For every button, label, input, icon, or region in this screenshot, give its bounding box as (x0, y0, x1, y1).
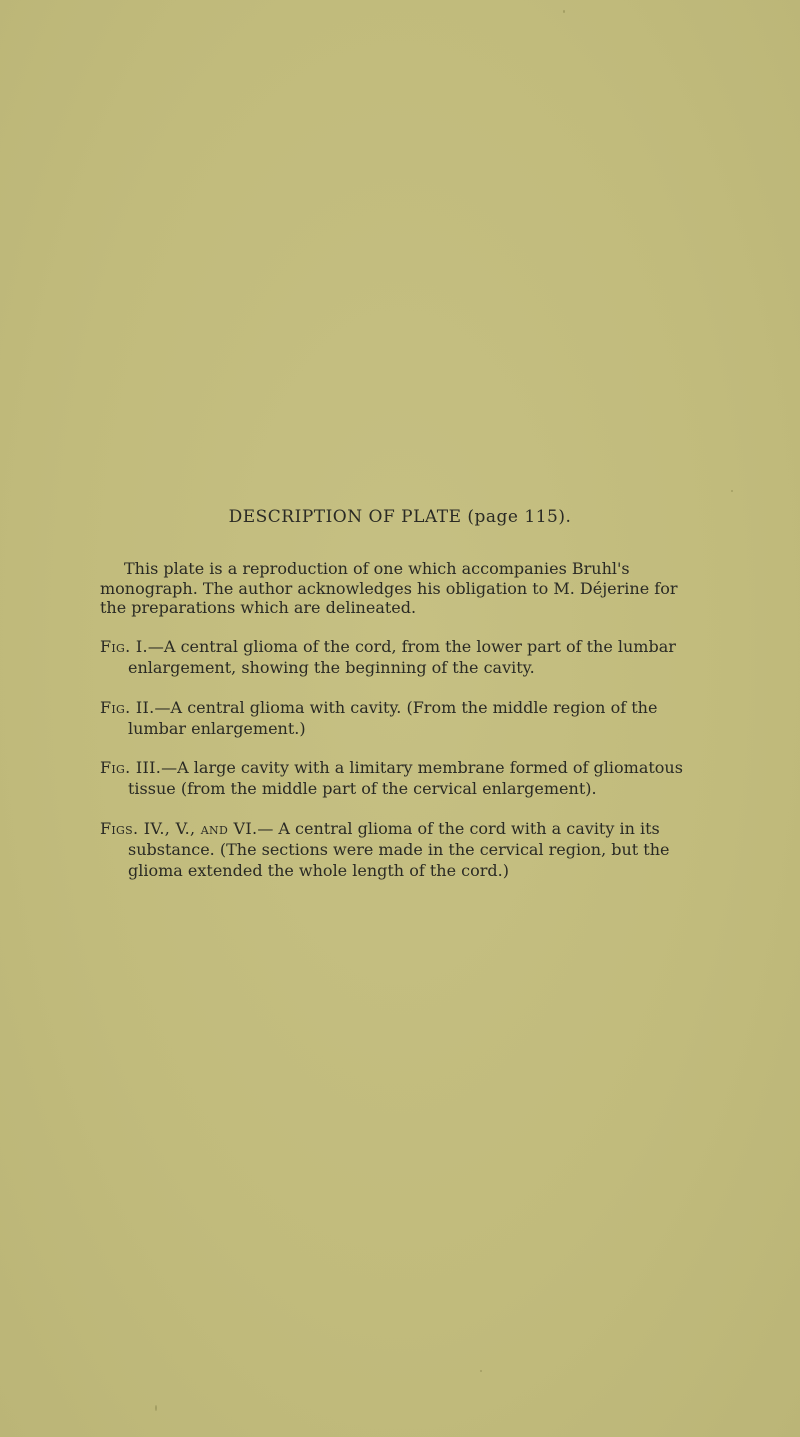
paper-speck (480, 1370, 482, 1372)
figure-label: Fig. I. (100, 637, 148, 656)
figure-text: — A central glioma of the cord with a cavity in its substance. (The sections were made in the cervical region, but the glioma extended the whole length of the cord.) (128, 819, 670, 880)
figure-caption-4 (100, 818, 700, 881)
figure-text: —A central glioma of the cord, from the lower part of the lumbar enlargement, showing the beginning of the cavity. (128, 637, 676, 677)
figure-caption-2 (100, 697, 700, 739)
paper-speck (563, 10, 565, 13)
paper-speck (155, 1405, 157, 1411)
figure-text: —A large cavity with a limitary membrane formed of gliomatous tissue (from the middle part of the cervical enlargement). (128, 758, 683, 798)
figure-label: Fig. III. (100, 758, 162, 777)
figure-text: —A central glioma with cavity. (From the middle region of the lumbar enlargement.) (128, 698, 658, 738)
page-title: DESCRIPTION OF PLATE (page 115). (228, 507, 572, 527)
paper-speck (731, 490, 733, 492)
figure-caption-3 (100, 757, 700, 799)
figure-label: Fig. II. (100, 698, 155, 717)
intro-paragraph: This plate is a reproduction of one which accompanies Bruhl's monograph. The author acknowledges his obligation to M. Déjerine for the preparations which are delineated. (100, 559, 678, 617)
figure-caption-1 (100, 636, 700, 678)
figure-label: Figs. IV., V., and VI. (100, 819, 258, 838)
